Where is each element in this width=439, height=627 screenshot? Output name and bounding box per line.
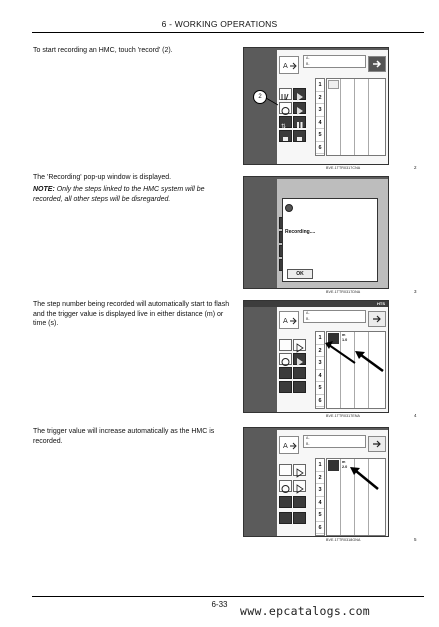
step-number[interactable]: 4 bbox=[316, 117, 324, 130]
figure-4-number: 5 bbox=[414, 537, 417, 542]
callout-2: 2 bbox=[253, 90, 267, 104]
play-button[interactable] bbox=[293, 339, 306, 351]
record-indicator-icon bbox=[285, 204, 293, 212]
step-number[interactable]: 3 bbox=[316, 104, 324, 117]
hmc-icon-button[interactable] bbox=[279, 464, 292, 476]
play-button-2[interactable] bbox=[293, 102, 306, 114]
range-b-label: B- bbox=[306, 62, 310, 66]
note-label: NOTE: bbox=[33, 186, 55, 193]
figure-3-number: 4 bbox=[414, 413, 417, 418]
step-number[interactable]: 6 bbox=[316, 522, 324, 535]
range-a-label: A- bbox=[306, 311, 310, 315]
step-number[interactable]: 5 bbox=[316, 129, 324, 142]
range-b-label: B- bbox=[306, 317, 310, 321]
trigger-unit: m bbox=[342, 460, 346, 464]
step-number[interactable]: 2 bbox=[316, 345, 324, 358]
range-a-label: A- bbox=[306, 56, 310, 60]
figure-1-screen bbox=[243, 47, 389, 165]
figure-4-code: BVE.1TTR0318GNA bbox=[326, 538, 361, 542]
exit-arrow-button[interactable] bbox=[368, 311, 386, 327]
trigger-value: 1.0 bbox=[342, 338, 348, 342]
figure-3-code: BVE.1TTR0317ENA bbox=[326, 414, 361, 418]
ok-button[interactable]: OK bbox=[287, 269, 313, 279]
step-2-text: The 'Recording' pop-up window is displayed. bbox=[33, 174, 172, 181]
exit-arrow-button[interactable] bbox=[368, 436, 386, 452]
step-number-column bbox=[315, 78, 325, 156]
svg-text:A: A bbox=[283, 442, 288, 450]
step-number[interactable]: 3 bbox=[316, 484, 324, 497]
figure-2-screen bbox=[243, 176, 389, 289]
step-number[interactable]: 2 bbox=[316, 92, 324, 105]
page-number: 6-33 bbox=[211, 600, 228, 609]
step-number[interactable]: 1 bbox=[316, 79, 324, 92]
section-title: 6 - WORKING OPERATIONS bbox=[161, 19, 278, 29]
step-number[interactable]: 4 bbox=[316, 370, 324, 383]
exit-arrow-button[interactable] bbox=[368, 56, 386, 72]
note-text: Only the steps linked to the HMC system will be recorded, all other steps will be disregarded. bbox=[33, 186, 205, 203]
step-2-note bbox=[33, 185, 231, 204]
hmc-icon-button[interactable] bbox=[279, 339, 292, 351]
record-button[interactable] bbox=[279, 353, 292, 365]
figure-1-number: 2 bbox=[414, 165, 417, 170]
svg-text:⇅: ⇅ bbox=[281, 123, 287, 130]
step-number[interactable]: 1 bbox=[316, 332, 324, 345]
play-button-2[interactable] bbox=[293, 353, 306, 365]
trigger-value: 2.0 bbox=[342, 465, 348, 469]
record-button[interactable] bbox=[279, 102, 292, 114]
step-number[interactable]: 5 bbox=[316, 382, 324, 395]
hmc-icon-button[interactable] bbox=[279, 88, 292, 100]
range-b-label: B- bbox=[306, 442, 310, 446]
step-number[interactable]: 4 bbox=[316, 497, 324, 510]
record-button[interactable] bbox=[279, 480, 292, 492]
watermark: www.epcatalogs.com bbox=[240, 604, 371, 618]
step-number[interactable]: 1 bbox=[316, 459, 324, 472]
recording-step-icon bbox=[328, 460, 339, 471]
step-number[interactable]: 6 bbox=[316, 142, 324, 155]
trigger-unit: m bbox=[342, 333, 346, 337]
step-grid bbox=[326, 78, 386, 156]
step-1-text: To start recording an HMC, touch 'record' (2). bbox=[33, 47, 173, 54]
svg-text:A: A bbox=[283, 62, 288, 70]
play-button-2[interactable] bbox=[293, 480, 306, 492]
svg-text:A: A bbox=[283, 317, 288, 325]
stop-button-2[interactable] bbox=[293, 130, 306, 142]
figure-1-code: BVE.1TTR0317CNA bbox=[326, 166, 361, 170]
play-button[interactable] bbox=[293, 464, 306, 476]
pause-button[interactable] bbox=[293, 116, 306, 128]
popup-title: Recording.... bbox=[285, 229, 316, 235]
step-number[interactable]: 3 bbox=[316, 357, 324, 370]
header-rule bbox=[32, 32, 424, 33]
hts-badge: HTS bbox=[377, 301, 385, 306]
step-number[interactable]: 2 bbox=[316, 472, 324, 485]
step-3-text: The step number being recorded will automatically start to flash and the trigger value is displayed live in either distance (m) or time (s). bbox=[33, 301, 230, 327]
step-4-text: The trigger value will increase automatically as the HMC is recorded. bbox=[33, 428, 215, 445]
range-icon bbox=[279, 56, 299, 74]
play-button[interactable] bbox=[293, 88, 306, 100]
range-a-label: A- bbox=[306, 436, 310, 440]
step-number[interactable]: 6 bbox=[316, 395, 324, 408]
footer-rule bbox=[32, 596, 424, 597]
step-button[interactable] bbox=[279, 116, 292, 128]
step-number[interactable]: 5 bbox=[316, 509, 324, 522]
figure-2-number: 3 bbox=[414, 289, 417, 294]
add-step-icon[interactable] bbox=[328, 80, 339, 89]
figure-2-code: BVE.1TTR0317DNA bbox=[326, 290, 361, 294]
range-field[interactable] bbox=[303, 55, 366, 68]
stop-button[interactable] bbox=[279, 130, 292, 142]
recording-popup bbox=[282, 198, 378, 282]
